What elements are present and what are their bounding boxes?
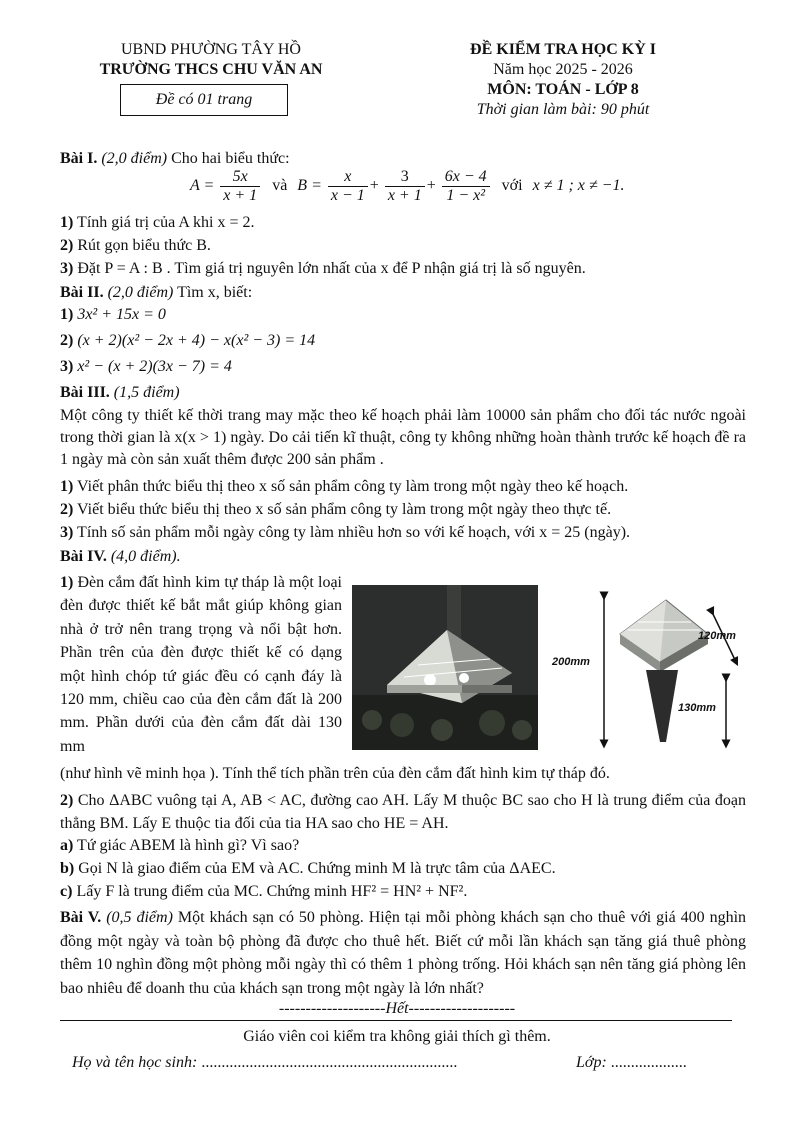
- bai5-points: (0,5 điểm): [106, 909, 173, 926]
- proctor-note: Giáo viên coi kiểm tra không giải thích gì thêm.: [243, 1028, 551, 1045]
- bai1-expressions: A = $\frac{5x}{x + 1}$ và B = $\frac{x}{x - 1}$ + $\frac{3}{x + 1}$ + $\frac{6x - 4}{\text{1 − x²}}$ với x ≠ 1 ; x ≠ −1.: [190, 168, 625, 204]
- bai3-points: (1,5 điểm): [113, 384, 180, 401]
- bai4-a: [60, 837, 299, 855]
- page-count-box: Đề có 01 trang: [120, 84, 288, 116]
- exam-header: [448, 40, 678, 120]
- end-marker: [0, 1000, 794, 1018]
- q-text: Cho ΔABC vuông tại A, AB < AC, đường cao AH. Lấy M thuộc BC sao cho H là trung điểm của đoạn thẳng BM. Lấy E thuộc tia đối của tia HA sao cho HE = AH.: [60, 792, 747, 832]
- bai2-intro: Tìm x, biết:: [177, 284, 253, 301]
- end-text: --------------------Hết--------------------: [278, 1000, 516, 1017]
- bai2-heading: [60, 284, 252, 302]
- bai2-q3: [60, 358, 232, 376]
- dim-label-120: 120mm: [698, 630, 736, 642]
- bai4-title: Bài IV.: [60, 548, 107, 565]
- bai5-title: Bài V.: [60, 909, 102, 926]
- q-text: Lấy F là trung điểm của MC. Chứng minh HF² = HN² + NF².: [76, 883, 468, 900]
- q-number: 2): [60, 792, 74, 809]
- q-number: 2): [60, 332, 74, 349]
- q-number: 2): [60, 501, 74, 518]
- q-number: 3): [60, 358, 74, 375]
- q-number: 1): [60, 478, 74, 495]
- pyramid-lamp-photo: [352, 585, 538, 750]
- class-label: Lớp:: [576, 1054, 607, 1071]
- school-header: [96, 40, 326, 80]
- name-label: Họ và tên học sinh:: [72, 1054, 198, 1071]
- condition: x ≠ 1 ; x ≠ −1.: [532, 177, 625, 195]
- bai2-title: Bài II.: [60, 284, 104, 301]
- q-text: Tính số sản phẩm mỗi ngày công ty làm nhiều hơn so với kế hoạch, với x = 25 (ngày).: [77, 524, 631, 541]
- bai3-title: Bài III.: [60, 384, 110, 401]
- bai3-text: Một công ty thiết kế thời trang may mặc theo kế hoạch phải làm 10000 sản phẩm cho đối tác nước ngoài trong thời gian là x(x > 1) ngày. Do cải tiến kĩ thuật, công ty không những hoàn thành trước kế hoạch đề ra 1 ngày mà còn sản xuất thêm được 200 sản phẩm .: [60, 407, 746, 468]
- q-text: Tứ giác ABEM là hình gì? Vì sao?: [77, 837, 300, 854]
- bai4-p1: [60, 571, 342, 758]
- bai1-heading: [60, 150, 290, 168]
- bai4-c: [60, 883, 467, 901]
- q-number: 3): [60, 260, 74, 277]
- conj-and: và: [272, 177, 288, 195]
- bai5-text: Một khách sạn có 50 phòng. Hiện tại mỗi phòng khách sạn cho thuê với giá 400 nghìn đồng một ngày và toàn bộ phòng đã được cho thuê hết. Biết cứ mỗi lần khách sạn tăng giá thuê phòng thêm 10 nghìn đồng một phòng mỗi ngày thì có thêm 1 phòng trống. Hỏi khách sạn nên tăng giá phòng lên bao nhiêu để doanh thu của khách sạn trong một ngày là lớn nhất?: [60, 909, 747, 997]
- bai2-q2: [60, 332, 315, 350]
- q-text: Tính giá trị của A khi x = 2.: [77, 214, 255, 231]
- bai1-title: Bài I.: [60, 150, 98, 167]
- bai1-points: (2,0 điểm): [101, 150, 168, 167]
- name-blank: ................................................................: [201, 1054, 458, 1071]
- q-text: Viết phân thức biểu thị theo x số sản phẩm công ty làm trong một ngày theo kế hoạch.: [77, 478, 629, 495]
- q-text: (x + 2)(x² − 2x + 4) − x(x² − 3) = 14: [77, 332, 316, 349]
- bai1-q3: [60, 260, 586, 278]
- ward-name: UBND PHƯỜNG TÂY HỒ: [121, 41, 301, 58]
- q-text: Đèn cắm đất hình kim tự tháp là một loại đèn được thiết kế bắt mắt giúp không gian nhà ở trở nên trang trọng và nổi bật hơn. Phần trên của đèn được thiết kế có dạng một hình chóp tứ giác đều có cạnh đáy là 120 mm, chiều cao của đèn cắm đất là 200 mm. Phần dưới của đèn cắm đất dài 130 mm: [60, 574, 343, 755]
- bai2-points: (2,0 điểm): [107, 284, 174, 301]
- bai3-q2: [60, 501, 611, 519]
- bai4-points: (4,0 điểm).: [110, 548, 181, 565]
- bai4-p2: [60, 789, 746, 835]
- bai4-b: [60, 860, 556, 878]
- subject: MÔN: TOÁN - LỚP 8: [487, 81, 639, 98]
- q-number: 2): [60, 237, 74, 254]
- q-text: Rút gọn biểu thức B.: [77, 237, 211, 254]
- exam-title: ĐỀ KIỂM TRA HỌC KỲ I: [470, 41, 656, 58]
- dim-label-200: 200mm: [552, 656, 590, 668]
- school-name: TRƯỜNG THCS CHU VĂN AN: [99, 61, 323, 78]
- bai4-heading: [60, 548, 181, 566]
- cond-word: với: [501, 177, 523, 195]
- pyramid-lamp-diagram: [548, 582, 738, 750]
- class-line: [576, 1054, 687, 1072]
- bai5: [60, 906, 746, 1000]
- q-text: Đặt P = A : B . Tìm giá trị nguyên lớn nhất của x để P nhận giá trị là số nguyên.: [77, 260, 586, 277]
- dim-label-130: 130mm: [678, 702, 716, 714]
- student-name-line: [72, 1054, 457, 1072]
- q-number: b): [60, 860, 75, 877]
- q-number: c): [60, 883, 73, 900]
- q-text: 3x² + 15x = 0: [77, 306, 166, 323]
- q-number: 3): [60, 524, 74, 541]
- school-year: Năm học 2025 - 2026: [493, 61, 633, 78]
- bai2-q1: [60, 306, 166, 324]
- bai4-p1-cont: (như hình vẽ minh họa ). Tính thể tích phần trên của đèn cắm đất hình kim tự tháp đó.: [60, 765, 610, 782]
- class-blank: ...................: [610, 1054, 687, 1071]
- q-text: x² − (x + 2)(3x − 7) = 4: [77, 358, 232, 375]
- q-number: a): [60, 837, 74, 854]
- bai3-q1: [60, 478, 628, 496]
- bai3-heading: [60, 384, 180, 402]
- q-text: Gọi N là giao điểm của EM và AC. Chứng minh M là trực tâm của ΔAEC.: [78, 860, 556, 877]
- bai1-q2: [60, 237, 211, 255]
- bai1-q1: [60, 214, 255, 232]
- q-text: Viết biểu thức biểu thị theo x số sản phẩm công ty làm trong một ngày theo thực tế.: [77, 501, 612, 518]
- duration: Thời gian làm bài: 90 phút: [476, 101, 650, 118]
- q-number: 1): [60, 574, 74, 591]
- footer-divider: [60, 1020, 732, 1021]
- bai1-intro: Cho hai biểu thức:: [171, 150, 290, 167]
- q-number: 1): [60, 306, 74, 323]
- q-number: 1): [60, 214, 74, 231]
- bai3-q3: [60, 524, 630, 542]
